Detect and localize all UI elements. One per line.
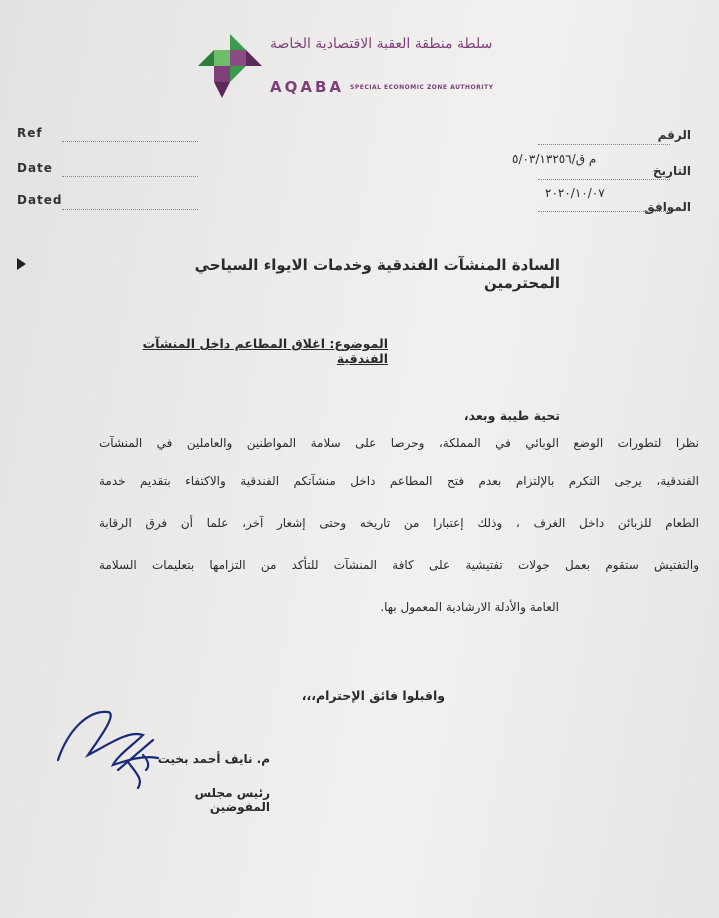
date-label-ar: التاريخ xyxy=(652,164,691,178)
aseza-emblem-icon xyxy=(194,30,266,102)
date-line-ar xyxy=(538,178,670,180)
dated-value: ٢٠٢٠/١٠/٠٧ xyxy=(545,186,605,200)
body-line-2: الفندقية، يرجى التكرم بالإلتزام بعدم فتح المطاعم داخل منشآتكم الفندقية والاكتفاء بتقديم خدمة xyxy=(99,474,699,488)
letter-subject: الموضوع: اغلاق المطاعم داخل المنشآت الفندقية xyxy=(142,336,388,366)
letter-greeting: تحية طيبة وبعد، xyxy=(463,408,560,423)
ref-line-en xyxy=(62,140,198,142)
reference-number-value: م ق/٥/٠٣/١٣٢٥٦ xyxy=(512,152,597,166)
letter-closing: واقبلوا فائق الإحترام،،، xyxy=(301,688,445,703)
fold-marker-icon xyxy=(17,258,26,270)
logo-aqaba-wordmark: AQABA xyxy=(270,78,345,96)
ref-label-ar: الرقم xyxy=(657,128,691,142)
signatory-name: م. نايف أحمد بخيت xyxy=(157,752,270,766)
dated-line-ar xyxy=(538,210,670,212)
ref-line-ar xyxy=(538,143,670,145)
body-line-4: والتفتيش ستقوم بعمل جولات تفتيشية على كافة المنشآت للتأكد من التزامها بتعليمات السلامة xyxy=(99,558,699,572)
dated-label-en: Dated xyxy=(17,193,63,207)
signatory-title: رئيس مجلس المفوضين xyxy=(194,786,270,814)
letter-addressee: السادة المنشآت الفندقية وخدمات الايواء السياحي المحترمين xyxy=(194,256,560,292)
aseza-logo xyxy=(194,30,534,105)
logo-subtitle: SPECIAL ECONOMIC ZONE AUTHORITY xyxy=(350,84,494,91)
body-line-3: الطعام للزبائن داخل الغرف ، وذلك إعتبارا من تاريخه وحتى إشعار آخر، علما أن فرق الرقابة xyxy=(99,516,699,530)
ref-label-en: Ref xyxy=(17,126,43,140)
body-line-5: العامة والأدلة الارشادية المعمول بها. xyxy=(380,600,559,614)
dated-line-en xyxy=(62,208,198,210)
logo-english-text xyxy=(270,78,493,96)
date-label-en: Date xyxy=(17,161,53,175)
dated-label-ar: الموافق xyxy=(644,200,691,214)
body-line-1: نظرا لتطورات الوضع الوبائي في المملكة، وحرصا على سلامة المواطنين والعاملين في المنشآت xyxy=(99,436,699,450)
logo-arabic-text: سلطة منطقة العقبة الاقتصادية الخاصة xyxy=(270,36,493,52)
handwritten-signature xyxy=(48,700,178,790)
date-line-en xyxy=(62,175,198,177)
